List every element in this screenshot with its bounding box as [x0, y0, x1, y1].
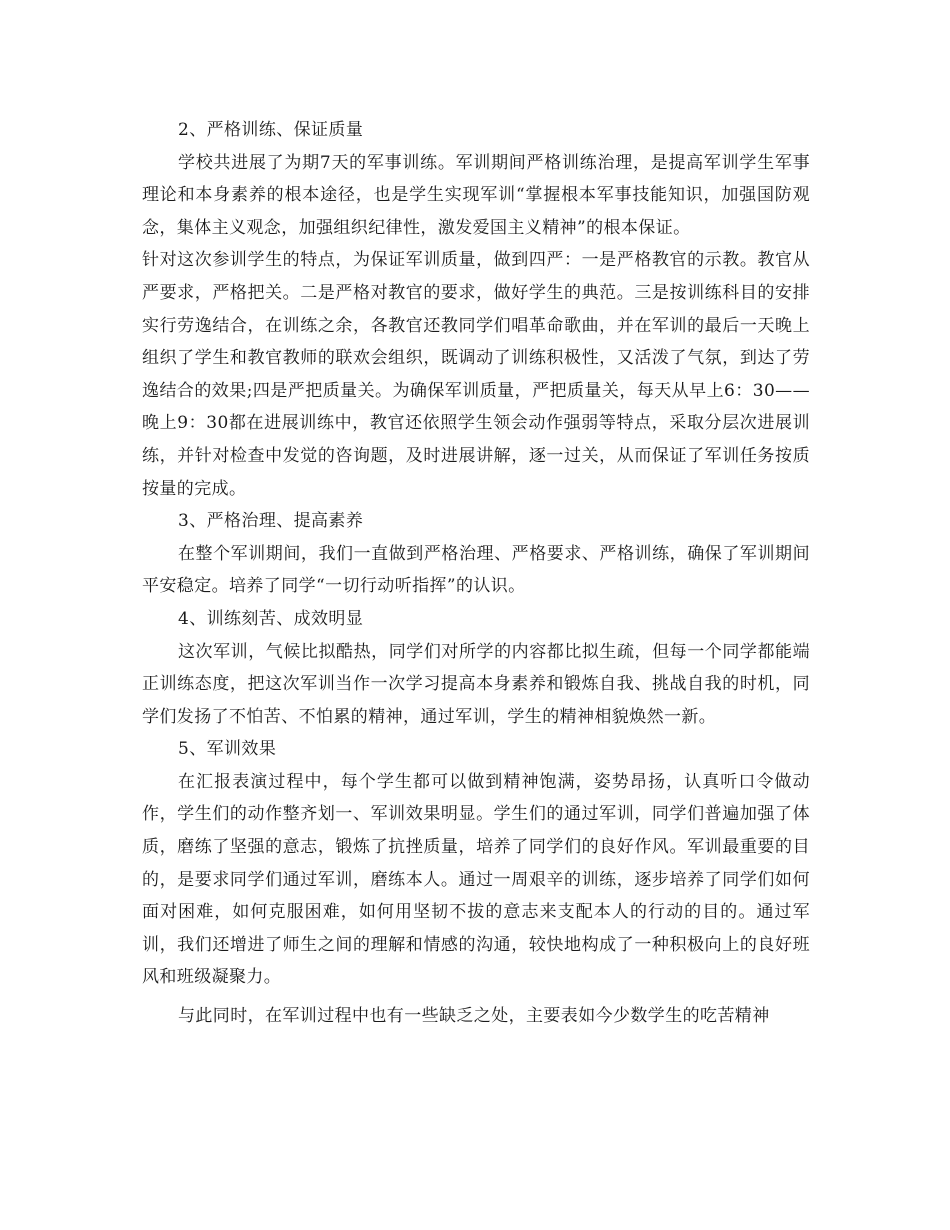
paragraph: 与此同时，在军训过程中也有一些缺乏之处，主要表如今少数学生的吃苦精神 — [178, 1006, 770, 1027]
paragraph: 学校共进展了为期7天的军事训练。军训期间严格训练治理，是提高军训学生军事理论和本身素养的根本途径，也是学生实现军训“掌握根本军事技能知识，加强国防观念，集体主义观念，加强组织纪律性，激发爱国主义精神”的根本保证。 — [142, 152, 810, 238]
section-heading: 3、严格治理、提高素养 — [178, 511, 364, 532]
paragraph: 针对这次参训学生的特点，为保证军训质量，做到四严：一是严格教官的示教。教官从严要求，严格把关。二是严格对教官的要求，做好学生的典范。三是按训练科目的安排实行劳逸结合，在训练之余，各教官还教同学们唱革命歌曲，并在军训的最后一天晚上组织了学生和教官教师的联欢会组织，既调动了训练积极性，又活泼了气氛，到达了劳逸结合的效果;四是严把质量关。为确保军训质量，严把质量关，每天从早上6：30——晚上9：30都在进展训练中，教官还依照学生领会动作强弱等特点，采取分层次进展训练，并针对检查中发觉的咨询题，及时进展讲解，逐一过关，从而保证了军训任务按质按量的完成。 — [142, 250, 810, 499]
section-heading: 2、严格训练、保证质量 — [178, 120, 364, 140]
paragraph: 在整个军训期间，我们一直做到严格治理、严格要求、严格训练，确保了军训期间平安稳定。培养了同学“一切行动听指挥”的认识。 — [142, 543, 810, 597]
paragraph: 在汇报表演过程中，每个学生都可以做到精神饱满，姿势昂扬，认真听口令做动作，学生们的动作整齐划一、军训效果明显。学生们的通过军训，同学们普遍加强了体质，磨练了坚强的意志，锻炼了抗挫质量，培养了同学们的良好作风。军训最重要的目的，是要求同学们通过军训，磨练本人。通过一周艰辛的训练，逐步培养了同学们如何面对困难，如何克服困难，如何用坚韧不拔的意志来支配本人的行动的目的。通过军训，我们还增进了师生之间的理解和情感的沟通，较快地构成了一种积极向上的良好班风和班级凝聚力。 — [142, 771, 810, 988]
paragraph: 这次军训，气候比拟酷热，同学们对所学的内容都比拟生疏，但每一个同学都能端正训练态度，把这次军训当作一次学习提高本身素养和锻炼自我、挑战自我的时机，同学们发扬了不怕苦、不怕累的精神，通过军训，学生的精神相貌焕然一新。 — [142, 641, 810, 727]
section-heading: 5、军训效果 — [178, 739, 277, 760]
section-heading: 4、训练刻苦、成效明显 — [178, 608, 364, 629]
document-body — [142, 114, 810, 1033]
